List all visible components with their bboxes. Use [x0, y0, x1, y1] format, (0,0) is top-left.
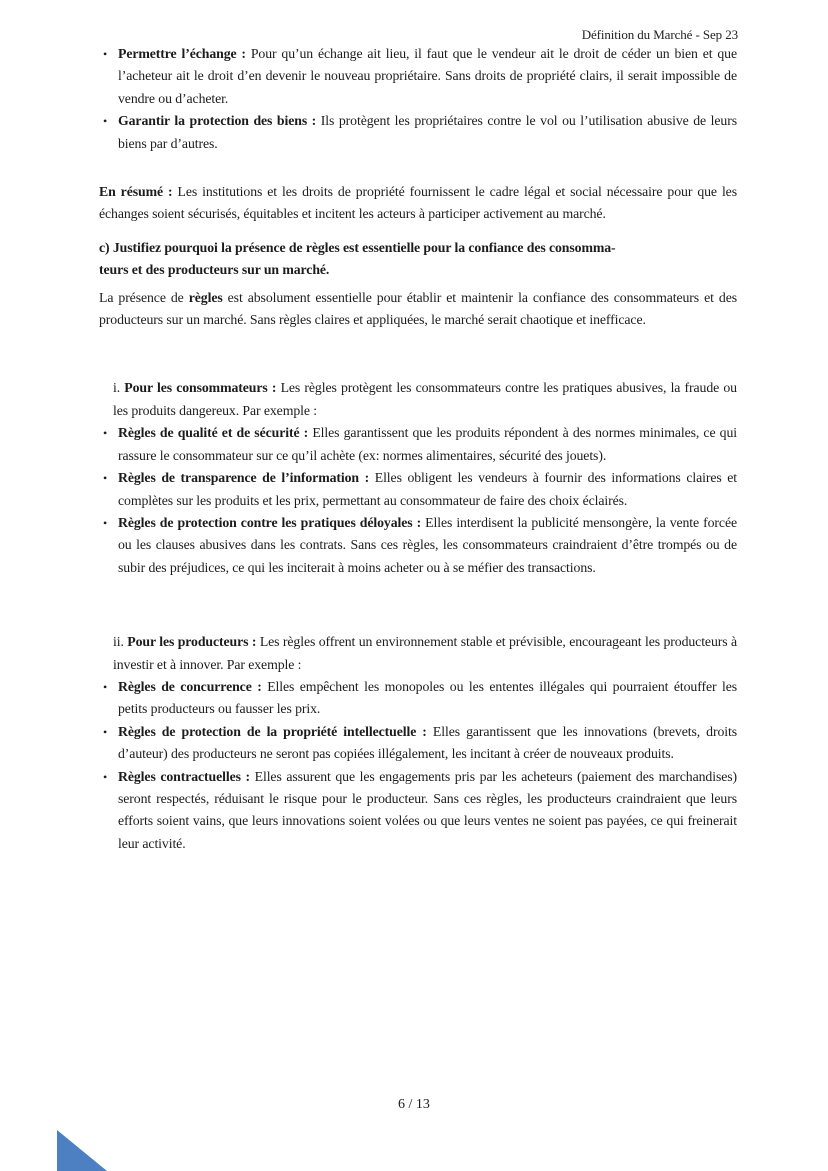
page-header: [0, 0, 828, 43]
page-footer: [0, 1094, 828, 1116]
para-text: est absolument essentielle pour établir et maintenir la confiance des consommateurs et des producteurs sur un marché. Sans règles claires et appliquées, le marché serait chaotique et inefficace.: [99, 289, 737, 328]
section-lead: Pour les producteurs :: [127, 634, 257, 650]
item-text: Elles interdisent la publicité mensongère, la vente forcée ou les clauses abusives dans les contrats. Sans ces règles, les consommateurs craindraient d’être trompés ou de subir des préjudices, ce qui les inciterait à moins acheter ou à se méfier des transactions.: [118, 514, 737, 575]
item-text: Elles assurent que les engagements pris par les acheteurs (paiement des marchandises) seront respectés, réduisant le risque pour le producteur. Sans ces règles, les producteurs craindraient que leurs efforts soient vains, que leurs innovations soient volées ou que leurs ventes ne soient pas payées, ce qui freinerait leur activité.: [118, 768, 737, 851]
summary-paragraph: [99, 181, 737, 226]
list-item: [99, 766, 737, 856]
item-lead: Règles de transparence de l’information :: [118, 470, 370, 486]
section-producers-paragraph: [113, 631, 737, 676]
heading-line: c) Justifiez pourquoi la présence de règles est essentielle pour la confiance des consomma-: [99, 239, 616, 255]
item-text: Elles garantissent que les produits répondent à des normes minimales, ce qui rassure le consommateur sur ce qu’il achète (ex: normes alimentaires, sécurité des jouets).: [118, 425, 737, 463]
question-c-heading: [99, 237, 737, 282]
item-lead: Règles contractuelles :: [118, 768, 251, 784]
section-consumers-paragraph: [113, 377, 737, 422]
section-text: Les règles offrent un environnement stable et prévisible, encourageant les producteurs à investir et à innover. Par exemple :: [113, 634, 737, 672]
item-lead: Règles de qualité et de sécurité :: [118, 425, 309, 441]
consumer-rules-list: [99, 422, 737, 579]
page-number: 6 / 13: [398, 1097, 430, 1112]
item-lead: Garantir la protection des biens :: [118, 113, 317, 129]
list-item: [99, 467, 737, 512]
summary-text: Les institutions et les droits de propriété fournissent le cadre légal et social nécessaire pour que les échanges soient sécurisés, équitables et incitent les acteurs à participer activement au marché.: [99, 184, 737, 222]
summary-lead: En résumé :: [99, 184, 173, 200]
item-text: Elles empêchent les monopoles ou les ententes illégales qui pourraient étouffer les petits producteurs ou fausser les prix.: [118, 678, 737, 717]
para-text: La présence de: [99, 289, 189, 305]
heading-line: teurs et des producteurs sur un marché.: [99, 262, 330, 278]
section-number: i.: [113, 380, 125, 396]
list-item: [99, 512, 737, 579]
item-lead: Règles de concurrence :: [118, 678, 262, 694]
page-content: [0, 43, 828, 855]
para-bold: règles: [188, 289, 223, 305]
item-lead: Règles de protection contre les pratiques déloyales :: [118, 514, 422, 530]
item-lead: Règles de protection de la propriété intellectuelle :: [118, 723, 427, 739]
list-item: [99, 721, 737, 766]
item-text: Pour qu’un échange ait lieu, il faut que le vendeur ait le droit de céder un bien et que l’acheteur ait le droit d’en devenir le nouveau propriétaire. Sans droits de propriété clairs, il serait impossible de vendre ou d’acheter.: [118, 46, 737, 106]
list-item: [99, 110, 737, 155]
section-text: Les règles protègent les consommateurs contre les pratiques abusives, la fraude ou les produits dangereux. Par exemple :: [113, 380, 737, 418]
item-lead: Permettre l’échange :: [118, 46, 246, 61]
item-text: Ils protègent les propriétaires contre le vol ou l’utilisation abusive de leurs biens par d’autres.: [118, 113, 737, 151]
question-c-intro-paragraph: [99, 287, 737, 332]
header-title: Définition du Marché - Sep 23: [581, 27, 738, 42]
list-item: [99, 676, 737, 721]
section-lead: Pour les consommateurs :: [124, 380, 277, 396]
item-text: Elles obligent les vendeurs à fournir des informations claires et complètes sur les produits et les prix, permettant au consommateur de faire des choix éclairés.: [118, 470, 737, 508]
list-item: [99, 422, 737, 467]
section-number: ii.: [113, 634, 128, 650]
property-rights-list: [99, 43, 737, 155]
item-text: Elles garantissent que les innovations (brevets, droits d’auteur) des producteurs ne seront pas copiées illégalement, les incitant à créer de nouveaux produits.: [118, 723, 737, 762]
producer-rules-list: [99, 676, 737, 855]
corner-triangle-decoration: [57, 1130, 107, 1171]
list-item: [99, 43, 737, 110]
